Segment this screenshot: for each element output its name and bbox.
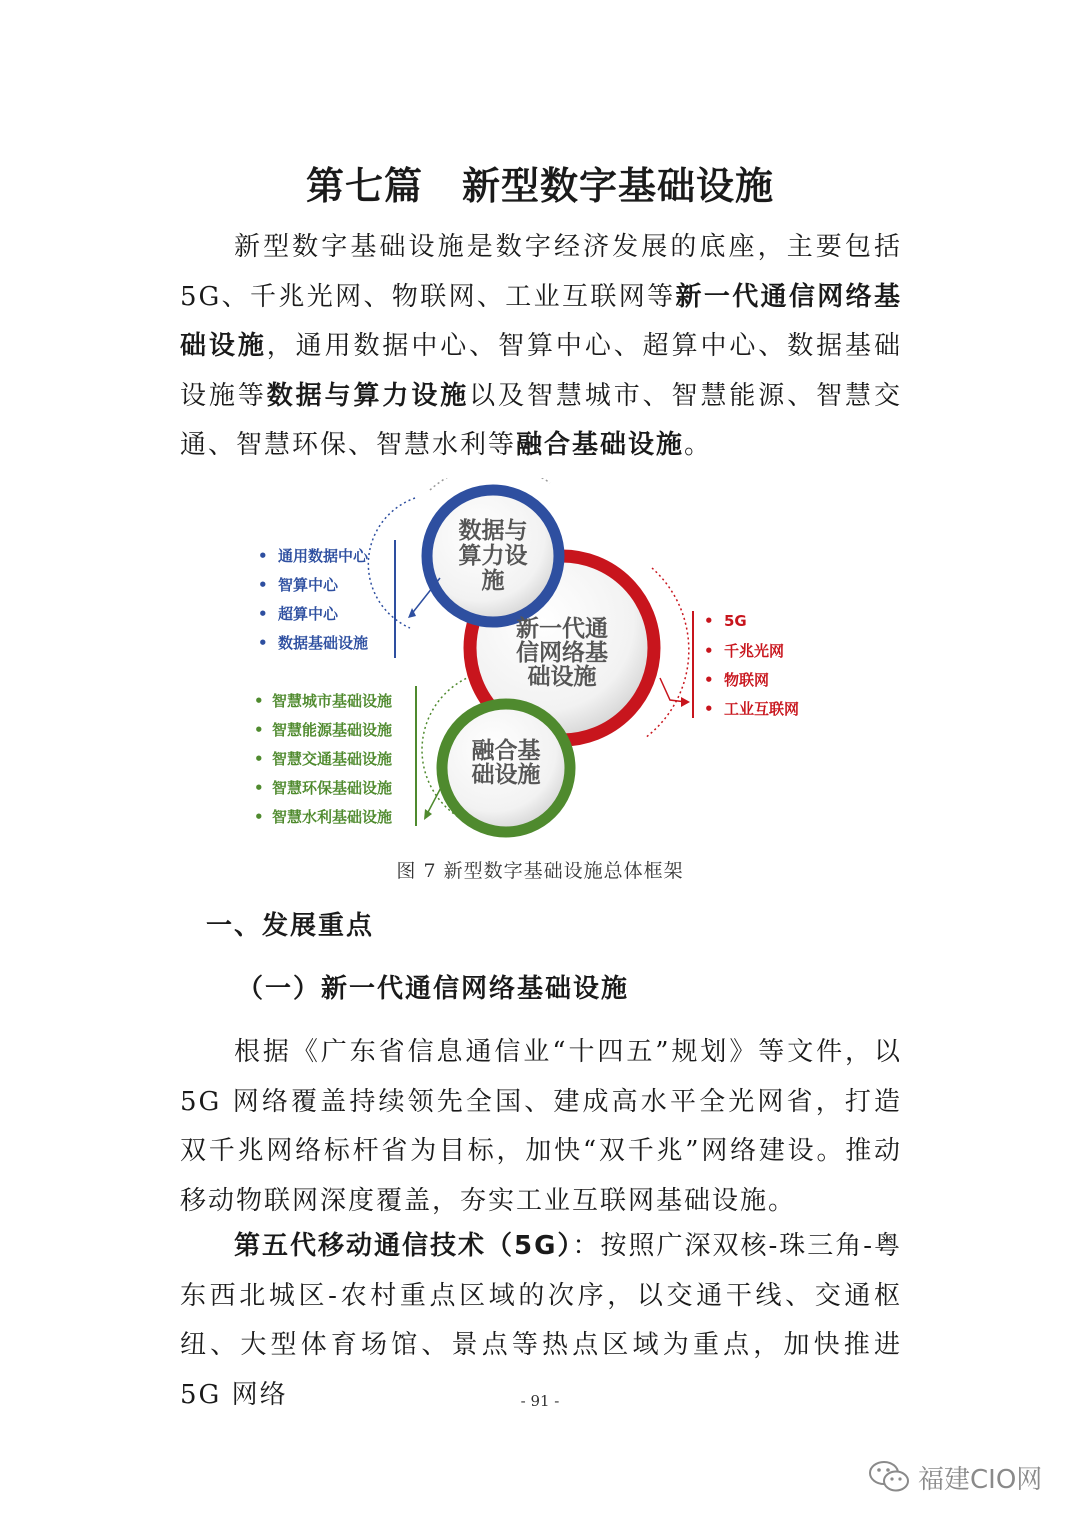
green-list-item-4: 智慧环保基础设施: [272, 779, 393, 797]
red-list-item-4: 工业互联网: [724, 700, 800, 718]
circle-red-label-3: 础设施: [527, 664, 597, 690]
page-number: - 91 -: [520, 1392, 560, 1410]
dotted-arc-blue: [368, 498, 415, 628]
intro-bold-2: 数据与算力设施: [266, 380, 470, 411]
circle-blue-label-2: 算力设: [458, 543, 528, 569]
blue-list-item-4: 数据基础设施: [278, 634, 369, 652]
watermark-text: 福建CIO网: [918, 1464, 1043, 1495]
intro-paragraph: [180, 223, 902, 471]
para3-text: ：按照广深双核-珠三角-粤东西北城区-农村重点区域的次序，以交通干线、交通枢纽、大型体育场馆、景点等热点区域为重点，加快推进 5G 网络: [180, 1231, 903, 1410]
section-heading-1: 一、发展重点: [206, 911, 375, 941]
circle-green-label-1: 融合基: [471, 738, 541, 764]
green-list-item-3: 智慧交通基础设施: [272, 750, 393, 768]
green-bullet-5: •: [254, 808, 264, 826]
figure-caption: 图 7 新型数字基础设施总体框架: [396, 860, 684, 882]
circle-red-label-2: 信网络基: [516, 640, 608, 666]
green-list-item-5: 智慧水利基础设施: [272, 808, 393, 826]
page-title: 第七篇 新型数字基础设施: [305, 164, 774, 208]
red-bullet-2: •: [704, 642, 714, 660]
intro-text-2: ，通用数据中心、智算中心、超算中心、数据基础设施等: [180, 331, 902, 411]
red-bullet-3: •: [704, 671, 714, 689]
red-list-item-2: 千兆光网: [724, 642, 785, 660]
intro-bold-1: 新一代通信网络基础设施: [180, 281, 902, 361]
green-bullet-2: •: [254, 721, 264, 739]
green-list-item-1: 智慧城市基础设施: [272, 692, 393, 710]
red-list-item-3: 物联网: [724, 671, 770, 689]
intro-bold-3: 融合基础设施: [516, 430, 685, 460]
intro-text-4: 。: [684, 430, 713, 460]
red-bullet-1: •: [704, 612, 714, 630]
blue-bullet-4: •: [258, 634, 268, 652]
intro-text-3: 以及智慧城市、智慧能源、智慧交通、智慧环保、智慧水利等: [180, 380, 902, 460]
blue-list-item-2: 智算中心: [278, 576, 339, 594]
body-paragraph-2: 根据《广东省信息通信业“十四五”规划》等文件，以 5G 网络覆盖持续领先全国、建成高水平全光网省，打造双千兆网络标杆省为目标，加快“双千兆”网络建设。推动移动物联网深度覆盖，夯实工业互联网基础设施。: [180, 1037, 902, 1216]
watermark: [868, 1452, 1042, 1502]
blue-bullet-3: •: [258, 605, 268, 623]
circle-blue-label-3: 施: [481, 568, 505, 594]
wechat-icon: [868, 1459, 910, 1495]
circle-green-label-2: 础设施: [471, 762, 541, 788]
blue-list-item-1: 通用数据中心: [278, 547, 369, 565]
green-bullet-1: •: [254, 692, 264, 710]
blue-list-item-3: 超算中心: [278, 605, 339, 623]
body-paragraph-3: [180, 1222, 902, 1420]
framework-diagram: [250, 478, 810, 838]
para3-bold-term: 第五代移动通信技术（5G）: [234, 1231, 573, 1261]
red-bullet-4: •: [704, 700, 714, 718]
red-arrow-head: [681, 697, 690, 707]
green-bullet-4: •: [254, 779, 264, 797]
green-list-item-2: 智慧能源基础设施: [272, 721, 393, 739]
circle-blue-label-1: 数据与: [458, 518, 528, 544]
circle-red-label-1: 新一代通: [516, 616, 608, 642]
blue-bullet-1: •: [258, 547, 268, 565]
intro-text-1: 新型数字基础设施是数字经济发展的底座，主要包括 5G、千兆光网、物联网、工业互联网等: [180, 232, 902, 312]
green-bullet-3: •: [254, 750, 264, 768]
red-list-item-1: 5G: [724, 612, 747, 630]
section-heading-1-1: （一）新一代通信网络基础设施: [237, 974, 630, 1004]
blue-bullet-2: •: [258, 576, 268, 594]
